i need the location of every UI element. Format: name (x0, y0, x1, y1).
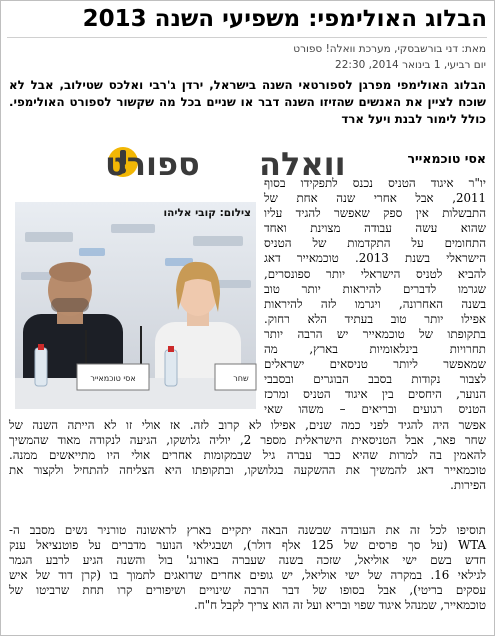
title-divider (7, 37, 487, 38)
date-line: יום רביעי, 1 בינואר 2014, 22:30 (335, 59, 486, 71)
column-line: לצבור נקודות בסבב הבוגרים ובסבבי (264, 372, 486, 387)
column-line: התחומים על התקדמות של הטניס (264, 236, 486, 251)
article-column-text (264, 176, 486, 418)
walla-sport-logo (11, 142, 346, 184)
paragraph-line: הפירות. (450, 478, 486, 493)
article-lead: הבלוג האולימפי מפרגן לספורטאי השנה בישראל, ירדן ג'רבי ואלכס שטילוב, אבל לא שוכח לציין את האנשים שהזיזו השנה דבר או שניים בכל מה שקשור לספורט האולימפי. כולל לימור לבנת ויעל ארד (9, 78, 486, 126)
article-title: הבלוג האולימפי: משפיעי השנה 2013 (82, 6, 487, 32)
column-line: 2011, אבל אחרי שנה אחת של (264, 191, 486, 206)
paragraph-line: טוכמאייר, שמנהל איגוד שפוי ובריא ועל זה הוא צריך לקבל ח"ח. (194, 598, 486, 613)
column-line: הישראלי בשנת 2013. טוכמאייר דאג (264, 251, 486, 266)
logo-sport-word: ספורט (105, 145, 200, 183)
column-line: יו"ר איגוד הטניס נכנס לתפקידו בסוף (264, 176, 486, 190)
paragraph-line: לגילאי 16. במקרה של ישי אוליאל, יש גופים אחרים שדואגים לתמוך בו (קרן דוד של איש (9, 568, 486, 583)
logo-wordmark: וואלה (259, 145, 346, 183)
byline: אסי טוכמאייר (407, 151, 486, 166)
column-line: בתקופתו של טוכמאייר יש הרבה יותר (264, 326, 486, 341)
nameplate-asi: אסי טוכמאייר (90, 374, 136, 383)
column-line: שמאפשר ליותר טניסאים ישראלים (264, 357, 486, 372)
paragraph-line: אפשר היה להגיד לפני כמה שנים, אפילו לא קרוב לזה. אז אולי זו לא הייתה השנה של (9, 418, 486, 432)
author-line: מאת: דני בורשבסקי, מערכת וואלה! ספורט (293, 43, 486, 55)
press-conference-photo (15, 202, 256, 409)
paragraph-line: WTA (על סך פרסים של 125 אלף דולר), ושבגילאי הנוער מדברים על פוטנציאל ענק (9, 538, 486, 553)
paragraph-line: טוכמאייר דאג להמשיך את ההשקעה בגלושקו, ובתקופתו היא הצליחה להתחיל ולקצור את (9, 463, 486, 478)
paragraph-2 (9, 523, 486, 614)
column-line: תחרויות בינלאומיות בארץ, מה (264, 342, 486, 357)
paragraph-line: עסקים בריטי), אבל בסופו של דבר הרבה שינויים ושיפורים קרו תחת שרביטו של (9, 583, 486, 598)
column-line: שהוא עשה עבודה מצוינת ואחד (264, 221, 486, 236)
column-line: להביא לטניס הישראלי יותר ספונסרים, (264, 266, 486, 281)
column-line: שגרמו לדברים להיראות יותר טוב (264, 281, 486, 296)
paragraph-1 (9, 418, 486, 493)
paragraph-line: להאמין בה למרות שהיא כבר עברה גיל שבמקומות אחרים אולי היו מתייאשים ממנה. (9, 448, 486, 463)
photo-credit: צילום: קובי אליהו (163, 207, 251, 219)
column-line: התבשלות אין ספק שאפשר להגיד עליו (264, 206, 486, 221)
paragraph-line: תוסיפו לכל זה את העובדה שבשנה הבאה יתקיים בארץ לראשונה טורניר נשים מסבב ה- (9, 523, 486, 537)
column-line: הנוער, היחסים בין איגוד הטניס ומרכז (264, 387, 486, 402)
column-line: בשנה האחרונה, ויגרמו לזה להיראות (264, 296, 486, 311)
column-line: אפילו יותר טוב בעתיד הלא רחוק. (264, 311, 486, 326)
walla-sport-logo-graphic (11, 142, 346, 184)
paragraph-line: חדש בשם ישי אוליאל, שזכה בשנה שעברה באורנג' בול והשנה הגיע לרבע הגמר (9, 553, 486, 568)
nameplate-shahar: שחר (233, 374, 249, 383)
paragraph-line: שחר פאר, אבל הטניסאית הישראלית מספר 2, יוליה גלושקו, הגיעה לנקודה מאוד שהמשיך (9, 433, 486, 448)
column-line: הטניס רגועים ובריאים – משהו שאי (264, 402, 486, 417)
